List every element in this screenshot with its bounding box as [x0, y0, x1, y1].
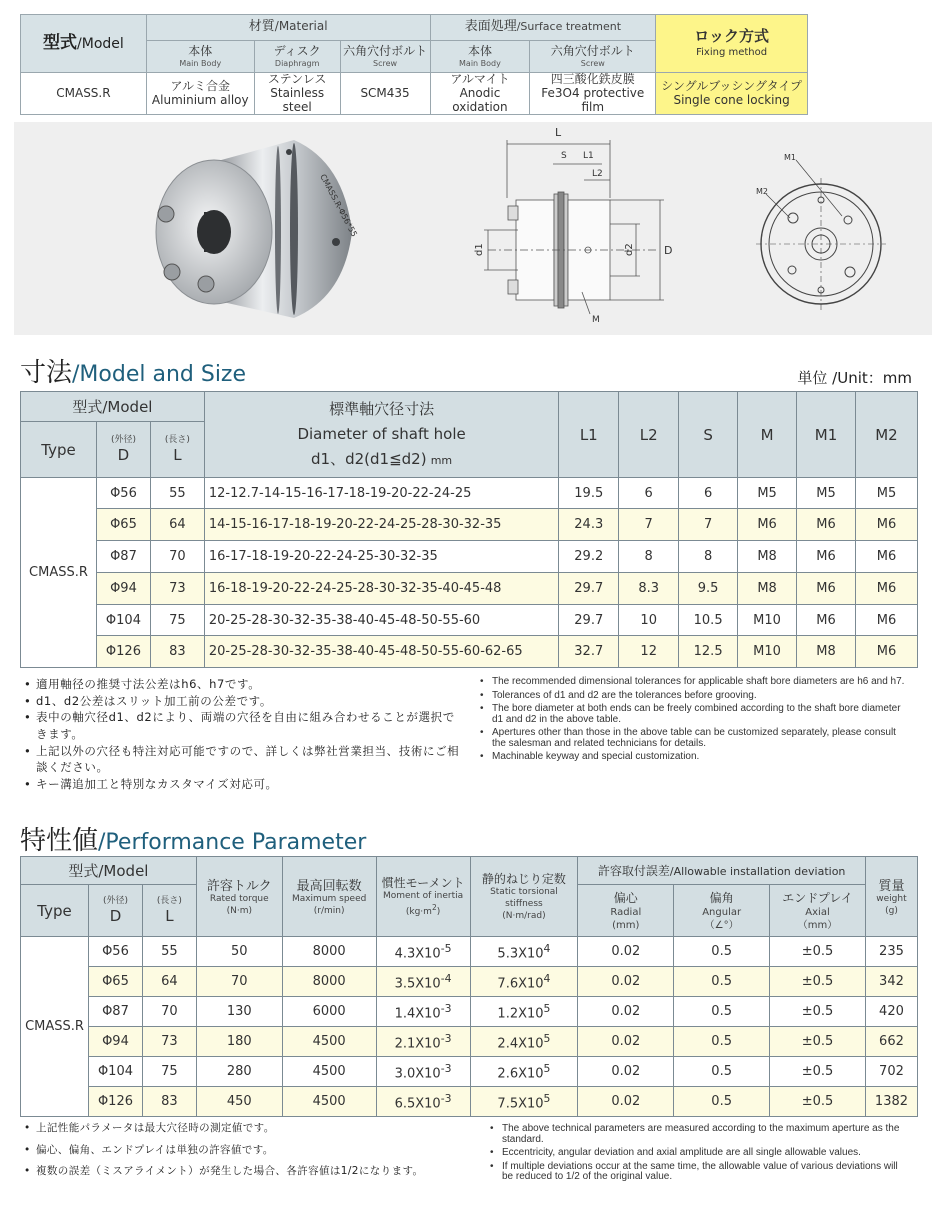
perf-stiffness: $2.4X10^5$	[470, 1027, 578, 1057]
perf-l: 75	[142, 1057, 196, 1087]
dim-M2: M2	[756, 187, 768, 196]
size-l1: 32.7	[559, 636, 619, 668]
dim-d2: d2	[624, 243, 635, 256]
size-l2: 7	[619, 509, 679, 541]
model-header: 型式/Model	[21, 15, 147, 73]
size-m2: M6	[855, 605, 917, 636]
perf-weight: 420	[865, 997, 917, 1027]
perf-type-header: Type	[21, 885, 89, 937]
perf-speed: 4500	[282, 1087, 376, 1117]
col-diaphragm: ディスク Diaphragm	[254, 41, 340, 73]
size-l2: 8	[619, 541, 679, 573]
size-m1: M6	[797, 541, 856, 573]
torque-header: 許容トルク Rated torque (N·m)	[196, 857, 282, 937]
perf-axial: ±0.5	[770, 967, 866, 997]
perf-notes-jp	[24, 1118, 474, 1183]
unit-label: 単位 /Unit：mm	[797, 369, 912, 387]
size-l1: 29.2	[559, 541, 619, 573]
perf-stiffness: $2.6X10^5$	[470, 1057, 578, 1087]
perf-angular: 0.5	[674, 1027, 770, 1057]
perf-d: Φ94	[88, 1027, 142, 1057]
size-section-title: 寸法/Model and Size	[20, 358, 247, 388]
perf-inertia: $3.0X10^{-3}$	[376, 1057, 470, 1087]
note-item: • The recommended dimensional tolerances for applicable shaft bore diameters are h6 and h7.	[480, 677, 910, 688]
perf-inertia: $6.5X10^{-3}$	[376, 1087, 470, 1117]
perf-torque: 70	[196, 967, 282, 997]
perf-l: 64	[142, 967, 196, 997]
col-screw: 六角穴付ボルト Screw	[340, 41, 430, 73]
product-image-panel	[14, 122, 932, 335]
perf-radial: 0.02	[578, 937, 674, 967]
shaft-hole-header: 標準軸穴径寸法 Diameter of shaft hole d1、d2(d1≦d2) mm	[204, 392, 558, 478]
perf-radial: 0.02	[578, 1087, 674, 1117]
note-item: • キー溝追加工と特別なカスタマイズ対応可。	[24, 776, 464, 793]
note-item: • 上記以外の穴径も特注対応可能ですので、詳しくは弊社営業担当、技術にご相談ください。	[24, 743, 464, 776]
dim-D: D	[664, 244, 673, 257]
perf-speed: 8000	[282, 937, 376, 967]
angular-header: 偏角 Angular （∠°）	[674, 885, 770, 937]
val-surface-screw: 四三酸化鉄皮膜 Fe3O4 protective film	[530, 73, 656, 115]
size-m2: M6	[855, 509, 917, 541]
perf-torque: 130	[196, 997, 282, 1027]
size-m2: M6	[855, 573, 917, 605]
s-header: S	[679, 392, 738, 478]
size-s: 9.5	[679, 573, 738, 605]
size-l2: 10	[619, 605, 679, 636]
perf-speed: 6000	[282, 997, 376, 1027]
size-l1: 19.5	[559, 478, 619, 509]
col-main-body: 本体 Main Body	[146, 41, 254, 73]
size-l1: 29.7	[559, 573, 619, 605]
size-d: Φ56	[96, 478, 150, 509]
perf-type-cell: CMASS.R	[21, 937, 89, 1117]
size-m2: M6	[855, 636, 917, 668]
size-m: M8	[738, 541, 797, 573]
size-s: 12.5	[679, 636, 738, 668]
perf-axial: ±0.5	[770, 1087, 866, 1117]
perf-inertia: $1.4X10^{-3}$	[376, 997, 470, 1027]
l2-header: L2	[619, 392, 679, 478]
size-holes: 20-25-28-30-32-35-38-40-45-48-50-55-60	[204, 605, 558, 636]
size-table	[20, 391, 918, 668]
perf-torque: 280	[196, 1057, 282, 1087]
weight-header: 質量 weight (g)	[865, 857, 917, 937]
size-m: M10	[738, 636, 797, 668]
perf-angular: 0.5	[674, 1057, 770, 1087]
size-m: M8	[738, 573, 797, 605]
perf-l: 73	[142, 1027, 196, 1057]
size-model-header: 型式/Model	[21, 392, 205, 422]
perf-radial: 0.02	[578, 967, 674, 997]
note-item: • If multiple deviations occur at the same time, the allowable value of various deviations will be reduced to 1/2 of the original value.	[490, 1162, 910, 1183]
dim-L: L	[555, 126, 562, 139]
perf-weight: 1382	[865, 1087, 917, 1117]
note-item: • Eccentricity, angular deviation and axial amplitude are all single allowable values.	[490, 1148, 910, 1159]
size-m: M5	[738, 478, 797, 509]
perf-angular: 0.5	[674, 967, 770, 997]
size-m2: M6	[855, 541, 917, 573]
perf-l: 70	[142, 997, 196, 1027]
perf-radial: 0.02	[578, 1027, 674, 1057]
perf-radial: 0.02	[578, 1057, 674, 1087]
size-l2: 8.3	[619, 573, 679, 605]
size-s: 6	[679, 478, 738, 509]
perf-inertia: $3.5X10^{-4}$	[376, 967, 470, 997]
note-item: • 適用軸径の推奨寸法公差はh6、h7です。	[24, 676, 464, 693]
note-item: • Machinable keyway and special customization.	[480, 752, 910, 763]
size-l: 70	[150, 541, 204, 573]
size-l: 73	[150, 573, 204, 605]
type-header: Type	[21, 422, 97, 478]
size-d: Φ126	[96, 636, 150, 668]
perf-d: Φ126	[88, 1087, 142, 1117]
speed-header: 最高回転数 Maximum speed (r/min)	[282, 857, 376, 937]
side-view-drawing	[458, 122, 688, 335]
note-item: • d1、d2公差はスリット加工前の公差です。	[24, 693, 464, 710]
size-s: 10.5	[679, 605, 738, 636]
size-m: M6	[738, 509, 797, 541]
dim-M: M	[592, 315, 600, 325]
perf-d: Φ65	[88, 967, 142, 997]
performance-table	[20, 856, 918, 1117]
perf-stiffness: $7.5X10^5$	[470, 1087, 578, 1117]
axial-header: エンドプレイ Axial （mm）	[770, 885, 866, 937]
size-l1: 24.3	[559, 509, 619, 541]
perf-axial: ±0.5	[770, 997, 866, 1027]
note-item: • The above technical parameters are measured according to the maximum aperture as the standard.	[490, 1124, 910, 1145]
perf-axial: ±0.5	[770, 1027, 866, 1057]
perf-len-header: (長さ) L	[142, 885, 196, 937]
model-value: CMASS.R	[21, 73, 147, 115]
size-holes: 20-25-28-30-32-35-38-40-45-48-50-55-60-62-65	[204, 636, 558, 668]
note-item: • 偏心、偏角、エンドプレイは単独の許容値です。	[24, 1140, 474, 1162]
size-d: Φ104	[96, 605, 150, 636]
perf-axial: ±0.5	[770, 937, 866, 967]
perf-weight: 342	[865, 967, 917, 997]
col-surface-screw: 六角穴付ボルト Screw	[530, 41, 656, 73]
perf-torque: 180	[196, 1027, 282, 1057]
perf-weight: 235	[865, 937, 917, 967]
val-fixing: シングルブッシングタイプ Single cone locking	[656, 73, 808, 115]
perf-notes-en	[490, 1124, 910, 1186]
perf-d: Φ56	[88, 937, 142, 967]
size-m2: M5	[855, 478, 917, 509]
size-m1: M6	[797, 509, 856, 541]
size-d: Φ65	[96, 509, 150, 541]
perf-inertia: $4.3X10^{-5}$	[376, 937, 470, 967]
perf-l: 83	[142, 1087, 196, 1117]
size-holes: 16-18-19-20-22-24-25-28-30-32-35-40-45-48	[204, 573, 558, 605]
dim-S: S	[561, 151, 567, 161]
note-item: • 複数の誤差（ミスアライメント）が発生した場合、各許容値は1/2になります。	[24, 1161, 474, 1183]
size-holes: 16-17-18-19-20-22-24-25-30-32-35	[204, 541, 558, 573]
perf-section-title: 特性値/Performance Parameter	[20, 826, 367, 856]
perf-angular: 0.5	[674, 937, 770, 967]
m1-header: M1	[797, 392, 856, 478]
size-d: Φ87	[96, 541, 150, 573]
col-surface-main-body: 本体 Main Body	[430, 41, 530, 73]
size-l2: 6	[619, 478, 679, 509]
od-header: (外径) D	[96, 422, 150, 478]
perf-angular: 0.5	[674, 997, 770, 1027]
size-notes-jp	[24, 676, 464, 793]
len-header: (長さ) L	[150, 422, 204, 478]
note-item: • 表中の軸穴径d1、d2により、両端の穴径を自由に組み合わせることが選択できます。	[24, 709, 464, 742]
note-item: • Apertures other than those in the above table can be customized separately, please consult the salesman and related technicians for details.	[480, 728, 910, 749]
val-diaphragm: ステンレス Stainless steel	[254, 73, 340, 115]
size-s: 8	[679, 541, 738, 573]
perf-stiffness: $5.3X10^4$	[470, 937, 578, 967]
perf-l: 55	[142, 937, 196, 967]
size-l: 75	[150, 605, 204, 636]
fixing-header: ロック方式 Fixing method	[656, 15, 808, 73]
perf-stiffness: $1.2X10^5$	[470, 997, 578, 1027]
size-l2: 12	[619, 636, 679, 668]
stiffness-header: 静的ねじり定数 Static torsional stiffness (N·m/rad)	[470, 857, 578, 937]
perf-d: Φ87	[88, 997, 142, 1027]
perf-axial: ±0.5	[770, 1057, 866, 1087]
size-m1: M6	[797, 605, 856, 636]
material-table	[20, 14, 808, 115]
size-l: 55	[150, 478, 204, 509]
radial-header: 偏心 Radial (mm)	[578, 885, 674, 937]
size-m1: M5	[797, 478, 856, 509]
perf-torque: 450	[196, 1087, 282, 1117]
val-screw: SCM435	[340, 73, 430, 115]
dim-d1: d1	[474, 243, 485, 256]
size-s: 7	[679, 509, 738, 541]
dim-L2: L2	[592, 169, 603, 179]
front-view-drawing	[752, 122, 912, 335]
perf-angular: 0.5	[674, 1087, 770, 1117]
note-item: • 上記性能パラメータは最大穴径時の測定値です。	[24, 1118, 474, 1140]
perf-torque: 50	[196, 937, 282, 967]
l1-header: L1	[559, 392, 619, 478]
perf-stiffness: $7.6X10^4$	[470, 967, 578, 997]
val-main-body: アルミ合金 Aluminium alloy	[146, 73, 254, 115]
size-holes: 14-15-16-17-18-19-20-22-24-25-28-30-32-35	[204, 509, 558, 541]
size-l: 83	[150, 636, 204, 668]
perf-speed: 8000	[282, 967, 376, 997]
perf-speed: 4500	[282, 1027, 376, 1057]
perf-od-header: (外径) D	[88, 885, 142, 937]
perf-weight: 662	[865, 1027, 917, 1057]
size-d: Φ94	[96, 573, 150, 605]
size-m1: M6	[797, 573, 856, 605]
size-notes-en	[480, 677, 910, 766]
deviation-header: 許容取付誤差/Allowable installation deviation	[578, 857, 866, 885]
coupling-photo	[144, 122, 444, 335]
size-m: M10	[738, 605, 797, 636]
m2-header: M2	[855, 392, 917, 478]
dim-M1: M1	[784, 153, 796, 162]
size-holes: 12-12.7-14-15-16-17-18-19-20-22-24-25	[204, 478, 558, 509]
m-header: M	[738, 392, 797, 478]
perf-weight: 702	[865, 1057, 917, 1087]
size-l1: 29.7	[559, 605, 619, 636]
perf-inertia: $2.1X10^{-3}$	[376, 1027, 470, 1057]
size-l: 64	[150, 509, 204, 541]
val-surface-main: アルマイト Anodic oxidation	[430, 73, 530, 115]
perf-speed: 4500	[282, 1057, 376, 1087]
inertia-header: 慣性モーメント Moment of inertia $(kg\cdot m^2)$	[376, 857, 470, 937]
product-marking: CMASS.R-Φ56*55	[318, 172, 359, 239]
note-item: • Tolerances of d1 and d2 are the tolerances before grooving.	[480, 691, 910, 702]
note-item: • The bore diameter at both ends can be freely combined according to the shaft bore diameter d1 and d2 in the above table.	[480, 704, 910, 725]
size-m1: M8	[797, 636, 856, 668]
perf-d: Φ104	[88, 1057, 142, 1087]
surface-header: 表面処理/Surface treatment	[430, 15, 656, 41]
perf-radial: 0.02	[578, 997, 674, 1027]
material-header: 材質/Material	[146, 15, 430, 41]
dim-L1: L1	[583, 151, 594, 161]
perf-model-header: 型式/Model	[21, 857, 197, 885]
type-cell: CMASS.R	[21, 478, 97, 668]
